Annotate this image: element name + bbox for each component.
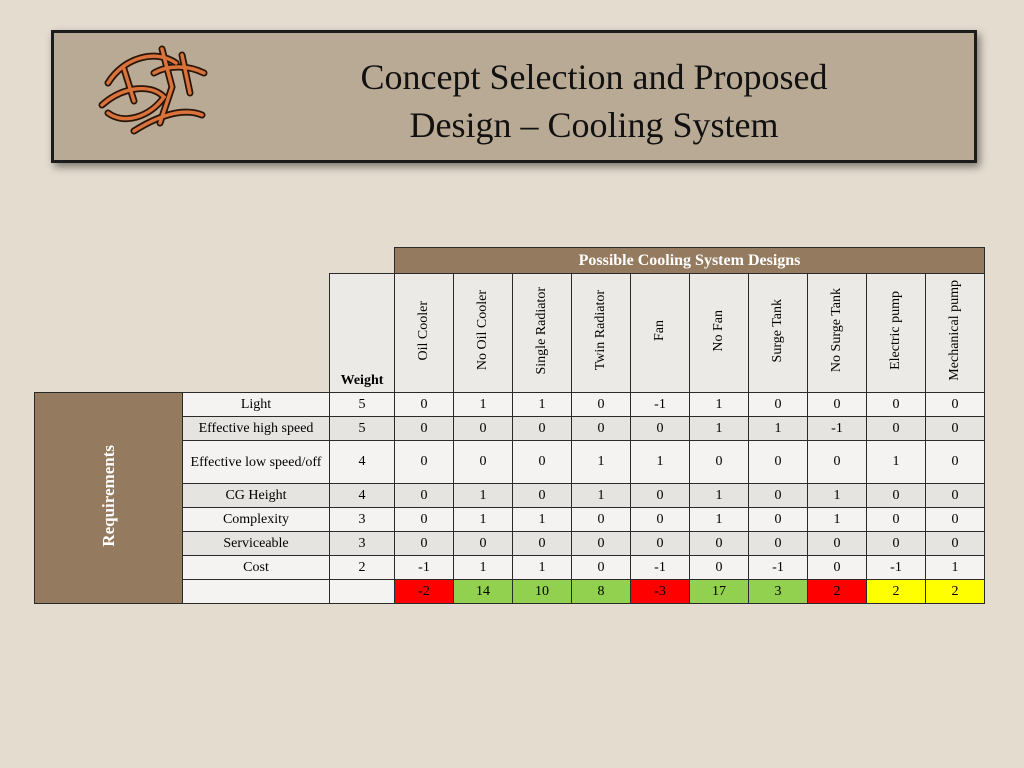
requirement-label: Complexity [183,508,330,532]
score-cell: 0 [867,484,926,508]
total-score-cell: 14 [454,580,513,604]
score-cell: 0 [513,484,572,508]
requirement-label: Light [183,393,330,417]
score-cell: 1 [690,417,749,441]
design-header-electric-pump: Electric pump [867,274,926,393]
total-score-cell: 17 [690,580,749,604]
weight-cell: 3 [330,532,395,556]
weight-cell: 5 [330,393,395,417]
score-cell: 1 [867,441,926,484]
score-cell: 0 [572,393,631,417]
score-cell: 0 [631,417,690,441]
requirement-label: Effective low speed/off [183,441,330,484]
slide-title [234,53,954,149]
weight-cell: 3 [330,508,395,532]
score-cell: -1 [867,556,926,580]
design-header-oil-cooler: Oil Cooler [395,274,454,393]
total-empty-cell [330,580,395,604]
designs-group-header: Possible Cooling System Designs [395,248,985,274]
score-cell: 0 [808,532,867,556]
concept-selection-table [34,247,985,604]
score-cell: 1 [454,508,513,532]
score-cell: 1 [690,393,749,417]
score-cell: 1 [454,556,513,580]
score-cell: -1 [808,417,867,441]
design-header-no-oil-cooler: No Oil Cooler [454,274,513,393]
score-cell: 1 [631,441,690,484]
total-score-cell: -3 [631,580,690,604]
score-cell: 1 [690,508,749,532]
score-cell: 0 [513,441,572,484]
score-cell: 1 [926,556,985,580]
total-score-cell: 8 [572,580,631,604]
score-cell: 1 [513,508,572,532]
score-cell: 0 [808,556,867,580]
score-cell: 1 [749,417,808,441]
requirement-label: CG Height [183,484,330,508]
requirement-label: Effective high speed [183,417,330,441]
score-cell: 0 [867,417,926,441]
total-score-cell: 10 [513,580,572,604]
weight-cell: 5 [330,417,395,441]
score-cell: 0 [395,532,454,556]
score-cell: 0 [454,532,513,556]
total-score-cell: 2 [867,580,926,604]
weight-header: Weight [330,274,395,393]
score-cell: 0 [749,532,808,556]
score-cell: -1 [631,556,690,580]
score-cell: -1 [749,556,808,580]
total-score-cell: -2 [395,580,454,604]
design-header-no-fan: No Fan [690,274,749,393]
score-cell: 0 [926,484,985,508]
slide-title-line-2: Design – Cooling System [409,105,779,145]
score-cell: 0 [867,393,926,417]
score-cell: -1 [631,393,690,417]
score-cell: 0 [631,484,690,508]
score-cell: 0 [867,508,926,532]
score-cell: -1 [395,556,454,580]
score-cell: 0 [749,484,808,508]
table-row [35,393,985,417]
score-cell: 0 [690,441,749,484]
score-cell: 1 [513,556,572,580]
score-cell: 0 [631,532,690,556]
total-score-cell: 2 [808,580,867,604]
score-cell: 0 [926,417,985,441]
title-banner [51,30,977,163]
score-cell: 1 [572,484,631,508]
design-header-no-surge-tank: No Surge Tank [808,274,867,393]
weight-cell: 4 [330,484,395,508]
score-cell: 0 [572,556,631,580]
score-cell: 0 [572,417,631,441]
score-cell: 1 [454,484,513,508]
score-cell: 0 [395,508,454,532]
score-cell: 0 [749,508,808,532]
total-score-cell: 2 [926,580,985,604]
design-header-fan: Fan [631,274,690,393]
score-cell: 0 [749,441,808,484]
score-cell: 1 [808,508,867,532]
score-cell: 0 [395,441,454,484]
score-cell: 0 [572,532,631,556]
score-cell: 0 [454,441,513,484]
design-header-single-radiator: Single Radiator [513,274,572,393]
score-cell: 0 [395,484,454,508]
score-cell: 0 [513,417,572,441]
score-cell: 0 [867,532,926,556]
score-cell: 1 [690,484,749,508]
racing-team-logo-icon [94,43,210,139]
score-cell: 0 [749,393,808,417]
score-cell: 1 [513,393,572,417]
requirements-side-label: Requirements [35,393,183,604]
score-cell: 1 [454,393,513,417]
score-cell: 0 [631,508,690,532]
score-cell: 0 [926,508,985,532]
total-empty-cell [183,580,330,604]
group-header-row [35,248,985,274]
score-cell: 0 [808,393,867,417]
score-cell: 0 [395,393,454,417]
total-score-cell: 3 [749,580,808,604]
score-cell: 0 [926,532,985,556]
score-cell: 0 [690,532,749,556]
design-header-twin-radiator: Twin Radiator [572,274,631,393]
design-header-surge-tank: Surge Tank [749,274,808,393]
score-cell: 0 [690,556,749,580]
requirement-label: Serviceable [183,532,330,556]
score-cell: 0 [513,532,572,556]
weight-cell: 4 [330,441,395,484]
score-cell: 1 [808,484,867,508]
weight-cell: 2 [330,556,395,580]
score-cell: 1 [572,441,631,484]
score-cell: 0 [395,417,454,441]
score-cell: 0 [808,441,867,484]
score-cell: 0 [926,393,985,417]
score-cell: 0 [926,441,985,484]
design-header-mechanical-pump: Mechanical pump [926,274,985,393]
score-cell: 0 [454,417,513,441]
design-header-row [35,274,985,393]
slide-title-line-1: Concept Selection and Proposed [360,57,828,97]
requirement-label: Cost [183,556,330,580]
score-cell: 0 [572,508,631,532]
